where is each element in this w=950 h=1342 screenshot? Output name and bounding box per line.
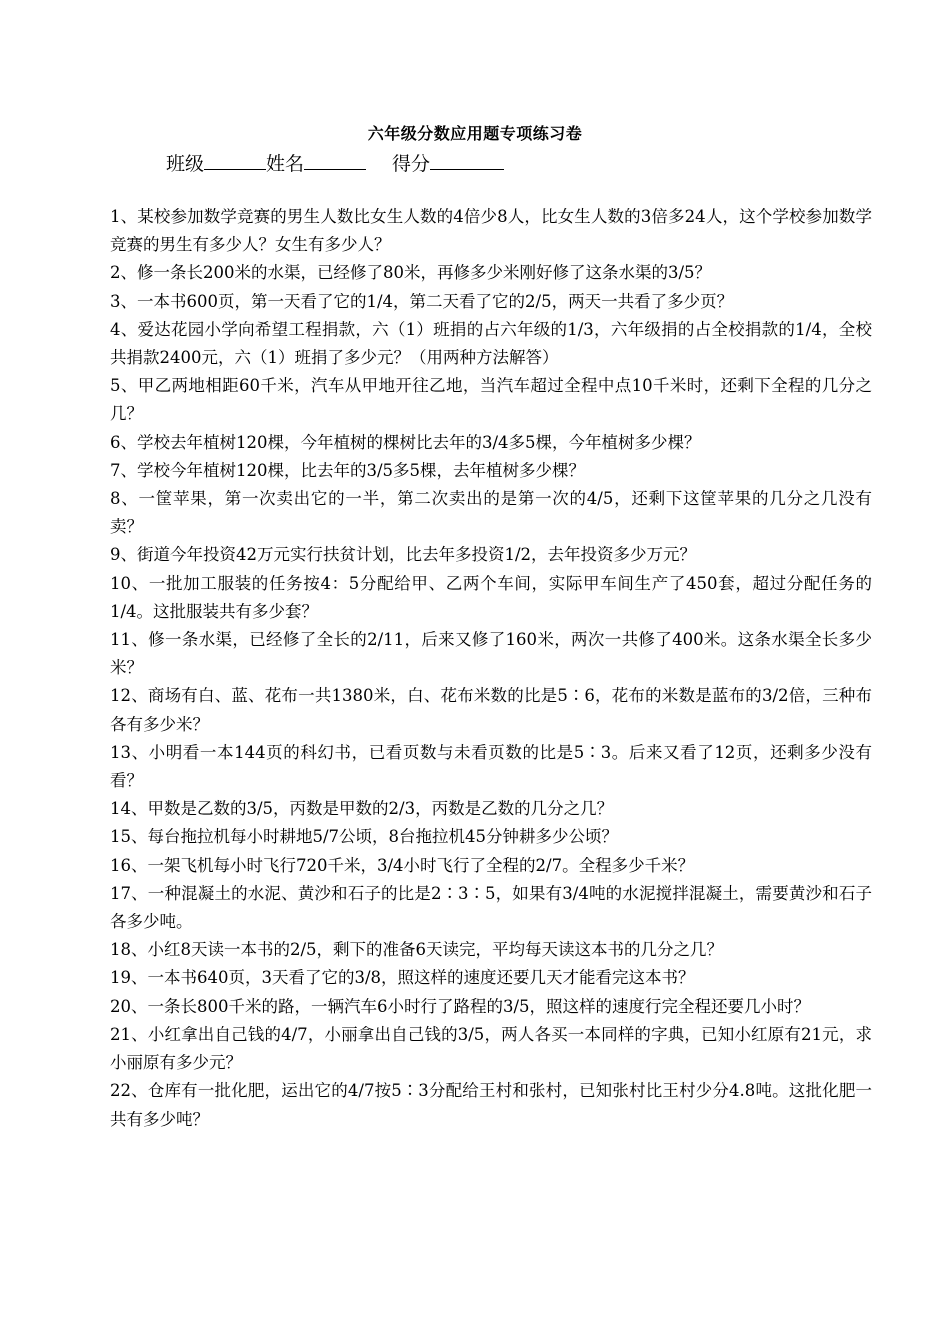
question-item: 22、仓库有一批化肥，运出它的4/7按5∶3分配给王村和张村，已知张村比王村少分4.8吨。这批化肥一共有多少吨？: [110, 1081, 872, 1129]
class-label: 班级: [166, 153, 205, 175]
question-item: 17、一种混凝土的水泥、黄沙和石子的比是2∶3∶5，如果有3/4吨的水泥搅拌混凝土，需要黄沙和石子各多少吨。: [110, 883, 872, 932]
question-item: 3、一本书600页，第一天看了它的1/4，第二天看了它的2/5，两天一共看了多少页？: [110, 291, 734, 311]
score-field: [392, 149, 504, 176]
question-item: 10、一批加工服装的任务按4：5分配给甲、乙两个车间，实际甲车间生产了450套，超过分配任务的1/4。这批服装共有多少套？: [110, 573, 872, 621]
score-blank[interactable]: [430, 151, 504, 170]
page-title: 六年级分数应用题专项练习卷: [367, 124, 583, 143]
question-item: 11、修一条水渠，已经修了全长的2/11，后来又修了160米，两次一共修了400米。这条水渠全长多少米？: [110, 630, 872, 678]
question-item: 8、一筐苹果，第一次卖出它的一半，第二次卖出的是第一次的4/5，还剩下这筐苹果的几分之几没有卖？: [110, 489, 872, 537]
question-item: 7、学校今年植树120棵，比去年的3/5多5棵，去年植树多少棵？: [110, 460, 586, 480]
student-info-fields: [166, 149, 504, 176]
name-blank[interactable]: [304, 151, 366, 170]
question-item: 21、小红拿出自己钱的4/7，小丽拿出自己钱的3/5，两人各买一本同样的字典，已知小红原有21元，求小丽原有多少元？: [110, 1024, 872, 1073]
name-label: 姓名: [266, 153, 305, 175]
question-item: 13、小明看一本144页的科幻书，已看页数与未看页数的比是5∶3。后来又看了12页，还剩多少没有看？: [110, 742, 872, 791]
score-label: 得分: [392, 153, 431, 175]
question-item: 2、修一条长200米的水渠，已经修了80米，再修多少米刚好修了这条水渠的3/5？: [110, 263, 712, 283]
class-field: [166, 149, 266, 176]
question-item: 16、一架飞机每小时飞行720千米，3/4小时飞行了全程的2/7。全程多少千米？: [110, 855, 695, 875]
question-item: 6、学校去年植树120棵，今年植树的棵树比去年的3/4多5棵，今年植树多少棵？: [110, 432, 701, 452]
question-item: 20、一条长800千米的路，一辆汽车6小时行了路程的3/5，照这样的速度行完全程还要几小时？: [110, 996, 811, 1016]
name-field: [266, 149, 366, 176]
question-item: 18、小红8天读一本书的2/5，剩下的准备6天读完，平均每天读这本书的几分之几？: [110, 940, 724, 960]
question-item: 14、甲数是乙数的3/5，丙数是甲数的2/3，丙数是乙数的几分之几？: [110, 799, 614, 819]
class-blank[interactable]: [204, 151, 266, 170]
question-list: [110, 203, 872, 1134]
question-item: 9、街道今年投资42万元实行扶贫计划，比去年多投资1/2，去年投资多少万元？: [110, 545, 697, 565]
question-item: 12、商场有白、蓝、花布一共1380米，白、花布米数的比是5∶6，花布的米数是蓝布的3/2倍，三种布各有多少米？: [110, 686, 872, 734]
question-item: 1、某校参加数学竞赛的男生人数比女生人数的4倍少8人，比女生人数的3倍多24人，这个学校参加数学竞赛的男生有多少人？女生有多少人？: [110, 207, 872, 255]
question-item: 4、爱达花园小学向希望工程捐款，六（1）班捐的占六年级的1/3，六年级捐的占全校捐款的1/4，全校共捐款2400元，六（1）班捐了多少元？（用两种方法解答）: [110, 319, 872, 368]
question-item: 15、每台拖拉机每小时耕地5/7公顷，8台拖拉机45分钟耕多少公顷？: [110, 827, 619, 847]
question-item: 19、一本书640页，3天看了它的3/8，照这样的速度还要几天才能看完这本书？: [110, 968, 695, 988]
question-item: 5、甲乙两地相距60千米，汽车从甲地开往乙地，当汽车超过全程中点10千米时，还剩下全程的几分之几？: [110, 376, 872, 424]
